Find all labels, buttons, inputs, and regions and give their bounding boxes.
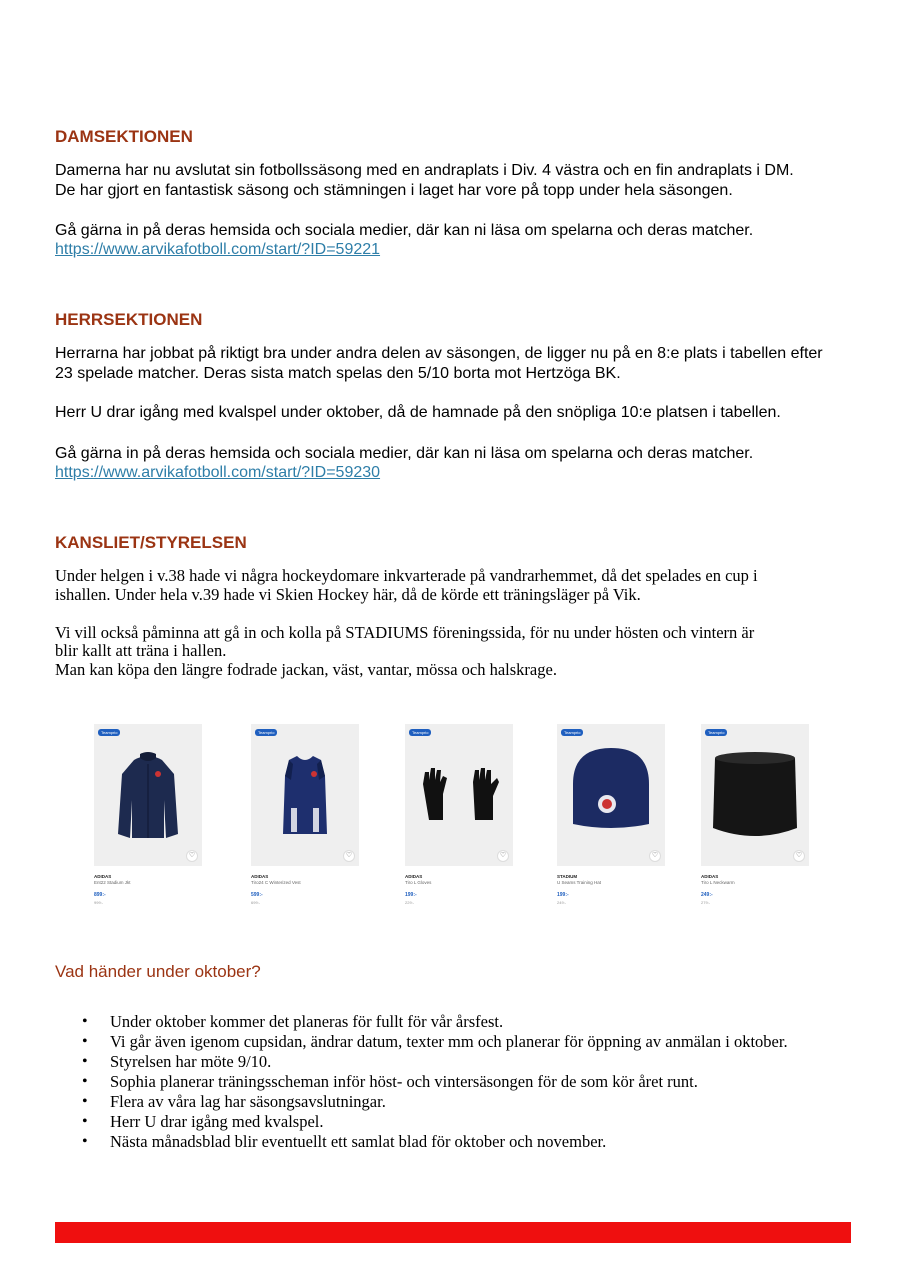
dam-homepage-link[interactable]: https://www.arvikafotboll.com/start/?ID=59221 [55, 241, 381, 258]
beanie-icon [557, 724, 665, 866]
vest-icon [251, 724, 359, 866]
product-name: U Seams Training Hat [557, 880, 602, 885]
product-tag: Teamprio [409, 729, 431, 736]
product-card[interactable] [701, 724, 811, 914]
herr-text-line2: 23 spelade matcher. Deras sista match spelas den 5/10 borta mot Hertzöga BK. [55, 365, 621, 382]
product-tag: Teamprio [561, 729, 583, 736]
product-brand: ADIDAS [701, 874, 719, 879]
favorite-heart-icon[interactable]: ♡ [649, 850, 661, 862]
product-name: Ent22 Stadium Jkt [94, 880, 131, 885]
product-card[interactable] [557, 724, 667, 914]
dam-text-line3: Gå gärna in på deras hemsida och sociala medier, där kan ni läsa om spelarna och deras matcher. [55, 222, 754, 239]
favorite-heart-icon[interactable]: ♡ [186, 850, 198, 862]
product-image [94, 724, 202, 866]
herr-homepage-link[interactable]: https://www.arvikafotboll.com/start/?ID=59230 [55, 464, 381, 481]
kansli-text-line3: Vi vill också påminna att gå in och kolla på STADIUMS föreningssida, för nu under hösten och vintern är [55, 623, 755, 642]
product-price: 599:- [251, 892, 263, 898]
product-name: Tiro L Neckwarm [701, 880, 735, 885]
favorite-heart-icon[interactable]: ♡ [497, 850, 509, 862]
bullet-icon: • [82, 1073, 88, 1090]
product-name: Tiro24 C Winterized Vest [251, 880, 301, 885]
bullet-icon: • [82, 1053, 88, 1070]
product-old-price: 229:- [405, 900, 415, 905]
product-brand: ADIDAS [251, 874, 269, 879]
kansli-text-line5: Man kan köpa den längre fodrade jackan, väst, vantar, mössa och halskrage. [55, 660, 557, 679]
product-price: 199:- [557, 892, 569, 898]
product-brand: ADIDAS [94, 874, 112, 879]
list-item: • Vi går även igenom cupsidan, ändrar datum, texter mm och planerar för öppning av anmälan i oktober. [82, 1032, 788, 1051]
list-item: • Herr U drar igång med kvalspel. [82, 1112, 324, 1131]
herr-text-line4: Gå gärna in på deras hemsida och sociala medier, där kan ni läsa om spelarna och deras matcher. [55, 445, 754, 462]
bullet-icon: • [82, 1033, 88, 1050]
list-item: • Flera av våra lag har säsongsavslutningar. [82, 1092, 386, 1111]
product-old-price: 279:- [701, 900, 711, 905]
list-item: • Sophia planerar träningsscheman inför höst- och vintersäsongen för de som kör året runt. [82, 1072, 698, 1091]
product-image [251, 724, 359, 866]
gloves-icon [405, 724, 513, 866]
bullet-icon: • [82, 1113, 88, 1130]
section-heading-herr: HERRSEKTIONEN [55, 310, 203, 329]
kansli-text-line2: ishallen. Under hela v.39 hade vi Skien Hockey här, då de körde ett träningsläger på Vik. [55, 585, 641, 604]
product-brand: STADIUM [557, 874, 578, 879]
product-image [557, 724, 665, 866]
product-old-price: 999:- [94, 900, 104, 905]
jacket-icon [94, 724, 202, 866]
product-image [701, 724, 809, 866]
dam-text-line2: De har gjort en fantastisk säsong och stämningen i laget har vore på topp under hela säsongen. [55, 182, 733, 199]
bullet-icon: • [82, 1133, 88, 1150]
herr-text-line1: Herrarna har jobbat på riktigt bra under andra delen av säsongen, de ligger nu på en 8:e plats i tabellen efter [55, 345, 823, 362]
favorite-heart-icon[interactable]: ♡ [793, 850, 805, 862]
list-item: • Styrelsen har möte 9/10. [82, 1052, 272, 1071]
kansli-text-line1: Under helgen i v.38 hade vi några hockeydomare inkvarterade på vandrarhemmet, då det spelades en cup i [55, 566, 758, 585]
product-image [405, 724, 513, 866]
product-tag: Teamprio [255, 729, 277, 736]
dam-text-line1: Damerna har nu avslutat sin fotbollssäsong med en andraplats i Div. 4 västra och en fin andraplats i DM. [55, 162, 794, 179]
product-card[interactable] [94, 724, 204, 914]
herr-text-line3: Herr U drar igång med kvalspel under oktober, då de hamnade på den snöpliga 10:e platsen i tabellen. [55, 404, 781, 421]
product-tag: Teamprio [705, 729, 727, 736]
october-list [82, 1012, 822, 1152]
footer-bar [55, 1222, 851, 1243]
product-price: 249:- [701, 892, 713, 898]
product-price: 199:- [405, 892, 417, 898]
bullet-icon: • [82, 1093, 88, 1110]
product-price: 899:- [94, 892, 106, 898]
product-tag: Teamprio [98, 729, 120, 736]
neckwarmer-icon [701, 724, 809, 866]
bullet-icon: • [82, 1013, 88, 1030]
product-name: Tiro L Gloves [405, 880, 432, 885]
list-item: • Under oktober kommer det planeras för fullt för vår årsfest. [82, 1012, 504, 1031]
favorite-heart-icon[interactable]: ♡ [343, 850, 355, 862]
section-heading-kansli: KANSLIET/STYRELSEN [55, 533, 247, 552]
list-item: • Nästa månadsblad blir eventuellt ett samlat blad för oktober och november. [82, 1132, 607, 1151]
product-old-price: 699:- [251, 900, 261, 905]
product-card[interactable] [251, 724, 361, 914]
section-heading-dam: DAMSEKTIONEN [55, 127, 193, 146]
product-old-price: 249:- [557, 900, 567, 905]
product-card[interactable] [405, 724, 515, 914]
kansli-text-line4: blir kallt att träna i hallen. [55, 641, 227, 660]
product-brand: ADIDAS [405, 874, 423, 879]
october-heading: Vad händer under oktober? [55, 962, 261, 981]
